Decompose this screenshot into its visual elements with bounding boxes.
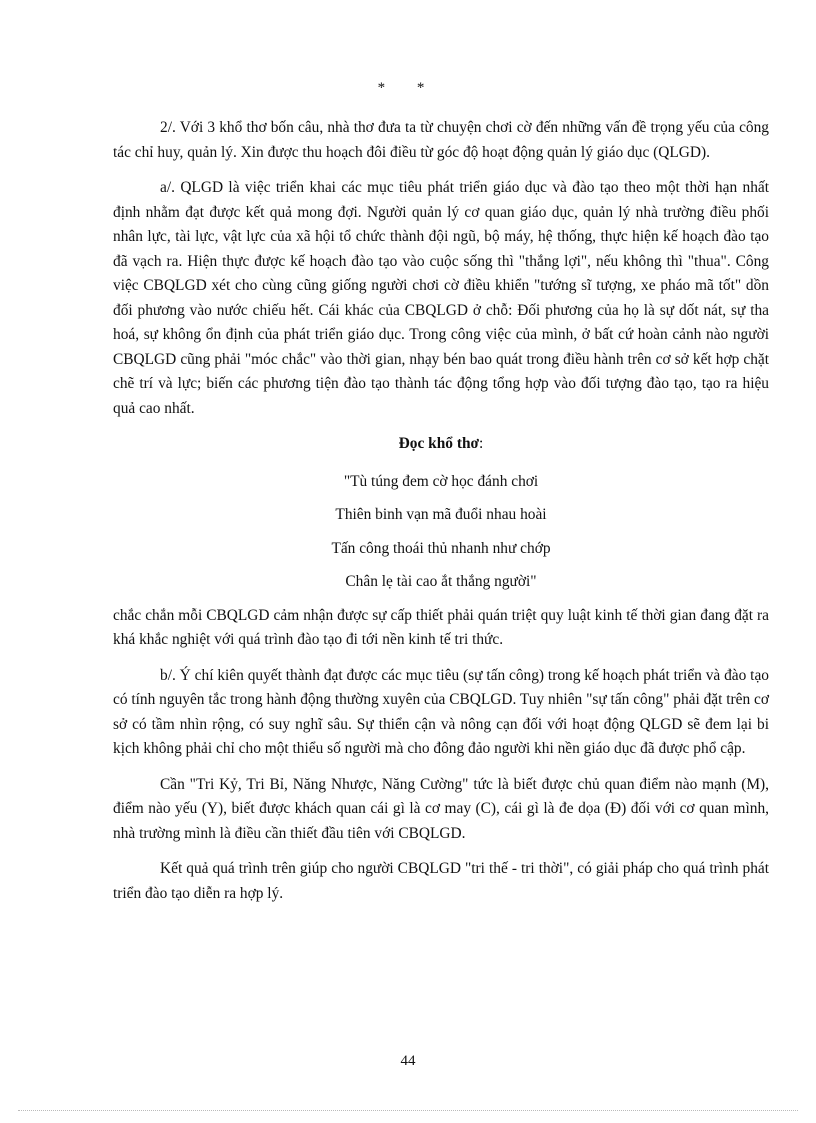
section-separator: * * bbox=[377, 80, 439, 96]
poem-heading bbox=[113, 432, 769, 457]
paragraph-result: Kết quả quá trình trên giúp cho người CBQLGD "tri thế - tri thời", có giải pháp cho quá trình phát triển đào tạo diễn ra hợp lý. bbox=[113, 860, 769, 902]
poem-heading-colon: : bbox=[479, 435, 484, 452]
body-text bbox=[113, 116, 769, 917]
paragraph-intro: 2/. Với 3 khổ thơ bốn câu, nhà thơ đưa ta từ chuyện chơi cờ đến những vấn đề trọng yếu của công tác chỉ huy, quản lý. Xin được thu hoạch đôi điều từ góc độ hoạt động quản lý giáo dục (QLGD). bbox=[113, 119, 769, 161]
poem-line: Tấn công thoái thủ nhanh như chớp bbox=[331, 539, 551, 557]
paragraph-b: b/. Ý chí kiên quyết thành đạt được các mục tiêu (sự tấn công) trong kế hoạch phát triển và đào tạo có tính nguyên tắc trong hành động thường xuyên của CBQLGD. Tuy nhiên "sự tấn công" phải đặt trên cơ sở có tầm nhìn rộng, có suy nghĩ sâu. Sự thiển cận và nông cạn đối với hoạt động QLGD sẽ đem lại bi kịch không phải chỉ cho một thiểu số người mà cho đông đảo người khi nền giáo dục đã được phổ cập. bbox=[113, 666, 769, 757]
paragraph-after-poem: chắc chắn mỗi CBQLGD cảm nhận được sự cấp thiết phải quán triệt quy luật kinh tế thời gian đang đặt ra khá khắc nghiệt với quá trình đào tạo đi tới nền kinh tế tri thức. bbox=[113, 606, 769, 648]
poem-line: Chân lẹ tài cao ắt thắng người" bbox=[345, 573, 537, 590]
paragraph-swot: Cần "Tri Kỷ, Tri Bỉ, Năng Nhược, Năng Cường" tức là biết được chủ quan điểm nào mạnh (M), điểm nào yếu (Y), biết được khách quan cái gì là cơ may (C), cái gì là đe dọa (Đ) đối với cơ quan mình, nhà trường mình là điều cần thiết đầu tiên với CBQLGD. bbox=[113, 775, 769, 842]
page-number: 44 bbox=[400, 1053, 416, 1069]
poem-line: "Tù túng đem cờ học đánh chơi bbox=[343, 472, 539, 490]
page-bottom-divider bbox=[18, 1110, 798, 1111]
poem-line: Thiên binh vạn mã đuổi nhau hoài bbox=[335, 506, 547, 523]
poem-heading-text: Đọc khổ thơ bbox=[398, 435, 480, 452]
paragraph-a: a/. QLGD là việc triển khai các mục tiêu phát triển giáo dục và đào tạo theo một thời hạn nhất định nhằm đạt được kết quả mong đợi. Người quản lý cơ quan giáo dục, quản lý nhà trường điều phối nhân lực, tài lực, vật lực của xã hội tổ chức thành đội ngũ, bộ máy, hệ thống, thực hiện kế hoạch đào tạo đã vạch ra. Hiện thực được kế hoạch đào tạo vào cuộc sống thì "thắng lợi", nếu không thì "thua". Công việc CBQLGD xét cho cùng cũng giống người chơi cờ điều khiển "tướng sĩ tượng, xe pháo mã tốt" dồn đối phương vào nước chiếu hết. Cái khác của CBQLGD ở chỗ: Đối phương của họ là sự dốt nát, sự tha hoá, sự không ổn định của phát triển giáo dục. Trong công việc của mình, ở bất cứ hoàn cảnh nào người CBQLGD cũng phải "móc chắc" vào thời gian, nhạy bén bao quát trong điều hành trên cơ sở kết hợp chặt chẽ trí và lực; biến các phương tiện đào tạo thành tác động tổng hợp vào đối tượng đào tạo, tạo ra hiệu quả cao nhất. bbox=[113, 179, 769, 417]
